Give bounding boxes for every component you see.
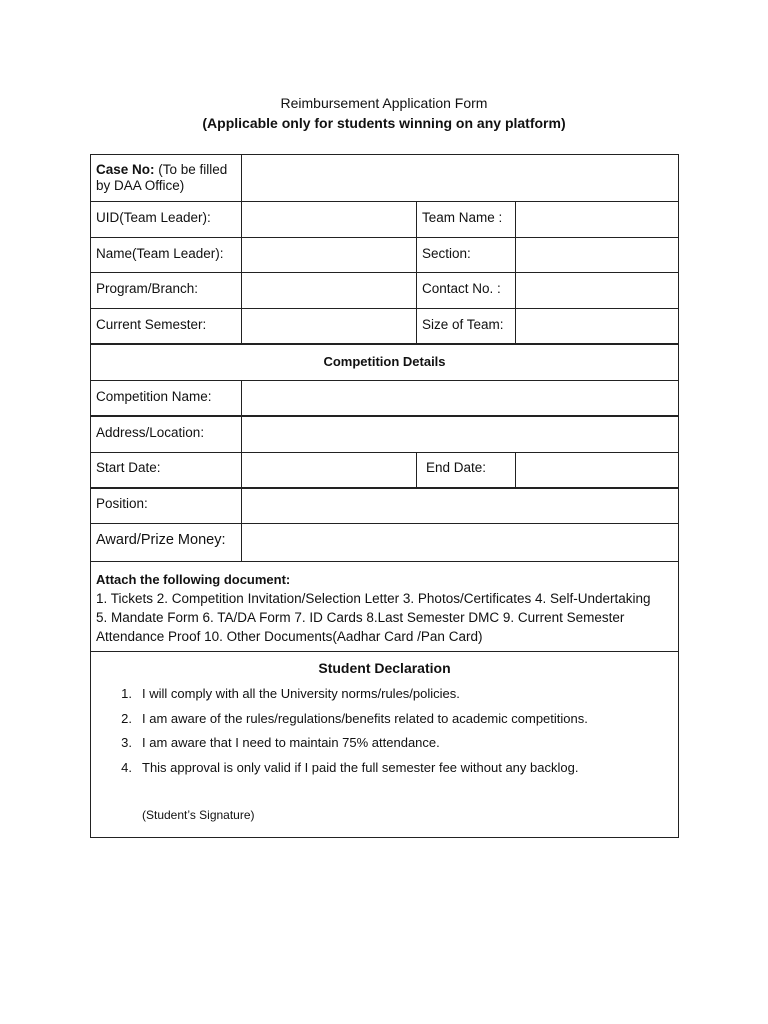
- contact-field[interactable]: [516, 273, 678, 308]
- declaration-item: [90, 684, 679, 704]
- row-divider: [90, 343, 679, 345]
- case-no-label-bold: Case No:: [96, 162, 155, 177]
- award-label: Award/Prize Money:: [96, 532, 226, 548]
- declaration-item: [90, 758, 679, 778]
- case-no-note: (To be filled: [158, 162, 228, 177]
- student-signature-label: (Student’s Signature): [142, 808, 255, 822]
- declaration-item-text: I am aware of the rules/regulations/benefits related to academic competitions.: [142, 711, 588, 726]
- column-divider: [416, 452, 417, 488]
- end-date-label: End Date:: [426, 460, 487, 475]
- uid-label: UID(Team Leader):: [96, 210, 211, 225]
- start-date-label: Start Date:: [96, 460, 161, 475]
- end-date-field[interactable]: [516, 453, 678, 487]
- declaration-item: [90, 709, 679, 729]
- form-title: Reimbursement Application Form: [280, 95, 488, 111]
- address-label: Address/Location:: [96, 425, 205, 440]
- team-size-field[interactable]: [516, 309, 678, 343]
- declaration-item-text: I will comply with all the University norms/rules/policies.: [142, 686, 460, 701]
- column-divider: [416, 201, 417, 343]
- attachments-heading: Attach the following document:: [96, 572, 291, 587]
- uid-field[interactable]: [242, 202, 416, 237]
- section-field[interactable]: [516, 238, 678, 272]
- program-field[interactable]: [242, 273, 416, 308]
- row-divider: [90, 561, 679, 562]
- competition-name-field[interactable]: [242, 381, 678, 415]
- address-field[interactable]: [242, 417, 678, 452]
- contact-label: Contact No. :: [422, 281, 501, 296]
- row-divider: [90, 651, 679, 652]
- name-label: Name(Team Leader):: [96, 246, 224, 261]
- team-name-label: Team Name :: [422, 210, 503, 225]
- declaration-item-text: This approval is only valid if I paid the full semester fee without any backlog.: [142, 760, 579, 775]
- program-label: Program/Branch:: [96, 281, 199, 296]
- position-label: Position:: [96, 496, 148, 511]
- form-subtitle: (Applicable only for students winning on any platform): [202, 115, 566, 131]
- semester-label: Current Semester:: [96, 317, 207, 332]
- attachments-section: [96, 570, 676, 646]
- attachments-line-3: Attendance Proof 10. Other Documents(Aadhar Card /Pan Card): [96, 629, 483, 644]
- position-field[interactable]: [242, 489, 678, 523]
- competition-name-label: Competition Name:: [96, 389, 212, 404]
- award-field[interactable]: [242, 524, 678, 561]
- name-field[interactable]: [242, 238, 416, 272]
- case-no-label: [96, 162, 227, 178]
- attachments-line-1: 1. Tickets 2. Competition Invitation/Selection Letter 3. Photos/Certificates 4. Self-Undertaking: [96, 591, 651, 606]
- case-no-note-line2: by DAA Office): [96, 178, 185, 193]
- team-name-field[interactable]: [516, 202, 678, 237]
- semester-field[interactable]: [242, 309, 416, 343]
- declaration-item-text: I am aware that I need to maintain 75% attendance.: [142, 735, 440, 750]
- case-no-field[interactable]: [242, 155, 678, 201]
- declaration-item-number: 4.: [121, 760, 132, 775]
- section-label: Section:: [422, 246, 471, 261]
- table-border-bottom: [90, 837, 679, 838]
- declaration-item-number: 1.: [121, 686, 132, 701]
- team-size-label: Size of Team:: [422, 317, 504, 332]
- declaration-item: [90, 733, 679, 753]
- competition-details-heading: Competition Details: [323, 354, 446, 369]
- reimbursement-form: [90, 154, 679, 838]
- declaration-heading: Student Declaration: [318, 660, 451, 676]
- attachments-line-2: 5. Mandate Form 6. TA/DA Form 7. ID Cards 8.Last Semester DMC 9. Current Semester: [96, 610, 625, 625]
- declaration-item-number: 3.: [121, 735, 132, 750]
- start-date-field[interactable]: [242, 453, 416, 487]
- declaration-item-number: 2.: [121, 711, 132, 726]
